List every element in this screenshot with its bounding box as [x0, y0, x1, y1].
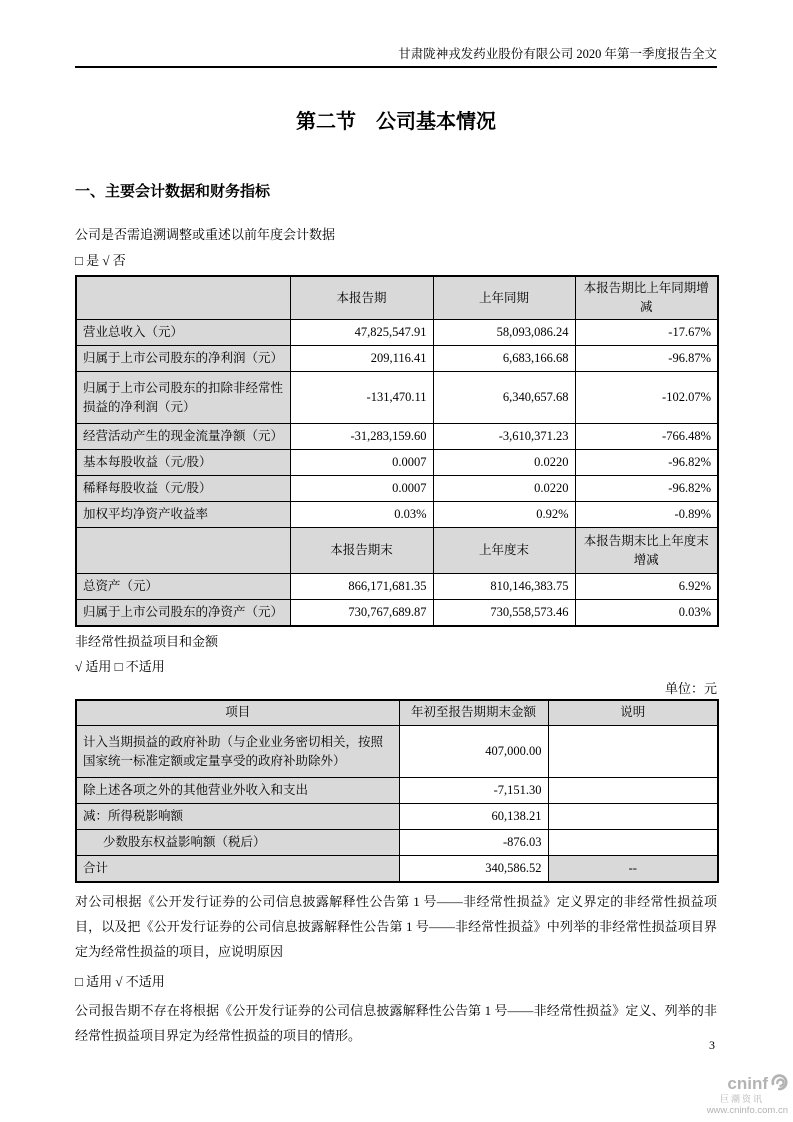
unit-label: 单位：元 [664, 680, 717, 696]
header-end-change: 本报告期末比上年度末增减 [575, 528, 718, 574]
value-current: 0.0007 [290, 450, 433, 476]
value-prior: -3,610,371.23 [433, 424, 575, 450]
table-row [76, 346, 718, 372]
table-row [76, 372, 718, 424]
table-row [76, 320, 718, 346]
value-change: 6.92% [575, 574, 718, 600]
value-note [548, 778, 718, 804]
section-heading: 一、主要会计数据和财务指标 [75, 184, 271, 200]
value-prior: 6,683,166.68 [433, 346, 575, 372]
header-prior-period: 上年同期 [433, 276, 575, 320]
header-rule [75, 66, 717, 68]
table-row [76, 778, 718, 804]
value-amount: 407,000.00 [399, 726, 548, 778]
table-row [76, 574, 718, 600]
row-label: 总资产（元） [76, 574, 290, 600]
value-amount: -876.03 [399, 830, 548, 856]
cninfo-logo-subtext: 巨潮资讯 [719, 1094, 764, 1104]
value-amount: 60,138.21 [399, 804, 548, 830]
value-prior: 810,146,383.75 [433, 574, 575, 600]
table-row [76, 830, 718, 856]
value-change: -0.89% [575, 502, 718, 528]
table-header-row [76, 700, 718, 726]
page-title: 第二节 公司基本情况 [296, 111, 496, 133]
value-current: -131,470.11 [290, 372, 433, 424]
row-label: 归属于上市公司股东的扣除非经常性损益的净利润（元） [76, 372, 290, 424]
nonrecurring-items-table [75, 699, 719, 883]
value-change: -102.07% [575, 372, 718, 424]
table-row [76, 424, 718, 450]
table-total-row [76, 856, 718, 882]
value-note: -- [548, 856, 718, 882]
row-label: 基本每股收益（元/股） [76, 450, 290, 476]
doc-header: 甘肃陇神戎发药业股份有限公司 2020 年第一季度报告全文 [398, 47, 717, 61]
value-current: 730,767,689.87 [290, 600, 433, 626]
table-row [76, 450, 718, 476]
header-item: 项目 [76, 700, 399, 726]
value-current: 0.0007 [290, 476, 433, 502]
row-label: 稀释每股收益（元/股） [76, 476, 290, 502]
table-row [76, 600, 718, 626]
header-note: 说明 [548, 700, 718, 726]
cninfo-swirl-icon [769, 1072, 788, 1094]
row-label: 少数股东权益影响额（税后） [76, 830, 399, 856]
value-prior: 0.0220 [433, 476, 575, 502]
header-amount: 年初至报告期期末金额 [399, 700, 548, 726]
row-label: 归属于上市公司股东的净利润（元） [76, 346, 290, 372]
row-label: 经营活动产生的现金流量净额（元） [76, 424, 290, 450]
value-change: -96.87% [575, 346, 718, 372]
value-prior: 6,340,657.68 [433, 372, 575, 424]
explain-applicable: □ 适用 √ 不适用 [75, 973, 165, 989]
restate-question: 公司是否需追溯调整或重述以前年度会计数据 [75, 227, 336, 242]
explain-statement: 公司报告期不存在将根据《公开发行证券的公司信息披露解释性公告第 1 号——非经常性损益》定义、列举的非经常性损益项目界定为经常性损益的项目的情形。 [75, 1002, 717, 1043]
restate-answer: □ 是 √ 否 [75, 253, 126, 268]
value-current: 866,171,681.35 [290, 574, 433, 600]
cninfo-logo-text: cninf [727, 1073, 768, 1093]
nonrecurring-heading: 非经常性损益项目和金额 [75, 633, 219, 649]
value-change: 0.03% [575, 600, 718, 626]
value-prior: 0.0220 [433, 450, 575, 476]
table-row [76, 502, 718, 528]
value-current: 0.03% [290, 502, 433, 528]
row-label: 归属于上市公司股东的净资产（元） [76, 600, 290, 626]
table-row [76, 726, 718, 778]
value-amount: 340,586.52 [399, 856, 548, 882]
header-corner-cell [76, 276, 290, 320]
page-number: 3 [709, 1038, 715, 1052]
table-header-row-2 [76, 528, 718, 574]
table-row [76, 476, 718, 502]
row-label: 减：所得税影响额 [76, 804, 399, 830]
header-change: 本报告期比上年同期增减 [575, 276, 718, 320]
header-current-period: 本报告期 [290, 276, 433, 320]
table-row [76, 804, 718, 830]
row-label: 合计 [76, 856, 399, 882]
value-note [548, 804, 718, 830]
value-current: 47,825,547.91 [290, 320, 433, 346]
row-label: 加权平均净资产收益率 [76, 502, 290, 528]
value-note [548, 830, 718, 856]
value-prior: 0.92% [433, 502, 575, 528]
value-change: -96.82% [575, 476, 718, 502]
nonrecurring-applicable: √ 适用 □ 不适用 [75, 658, 165, 674]
value-amount: -7,151.30 [399, 778, 548, 804]
value-prior: 58,093,086.24 [433, 320, 575, 346]
header-prior-year-end: 上年度末 [433, 528, 575, 574]
header-corner-cell [76, 528, 290, 574]
header-period-end: 本报告期末 [290, 528, 433, 574]
cninfo-logo-url: www.cninfo.com.cn [706, 1105, 788, 1116]
row-label: 营业总收入（元） [76, 320, 290, 346]
value-change: -766.48% [575, 424, 718, 450]
value-note [548, 726, 718, 778]
value-change: -17.67% [575, 320, 718, 346]
row-label: 除上述各项之外的其他营业外收入和支出 [76, 778, 399, 804]
value-prior: 730,558,573.46 [433, 600, 575, 626]
cninfo-logo [707, 1072, 788, 1116]
value-current: 209,116.41 [290, 346, 433, 372]
explain-prompt: 对公司根据《公开发行证券的公司信息披露解释性公告第 1 号——非经常性损益》定义界定的非经常性损益项目，以及把《公开发行证券的公司信息披露解释性公告第 1 号——非经常性损益》中列举的非经常性损益项目界定为经常性损益的项目，应说明原因 [75, 893, 717, 959]
value-change: -96.82% [575, 450, 718, 476]
table-header-row [76, 276, 718, 320]
row-label: 计入当期损益的政府补助（与企业业务密切相关，按照国家统一标准定额或定量享受的政府补助除外） [76, 726, 399, 778]
key-financials-table [75, 275, 719, 627]
value-current: -31,283,159.60 [290, 424, 433, 450]
